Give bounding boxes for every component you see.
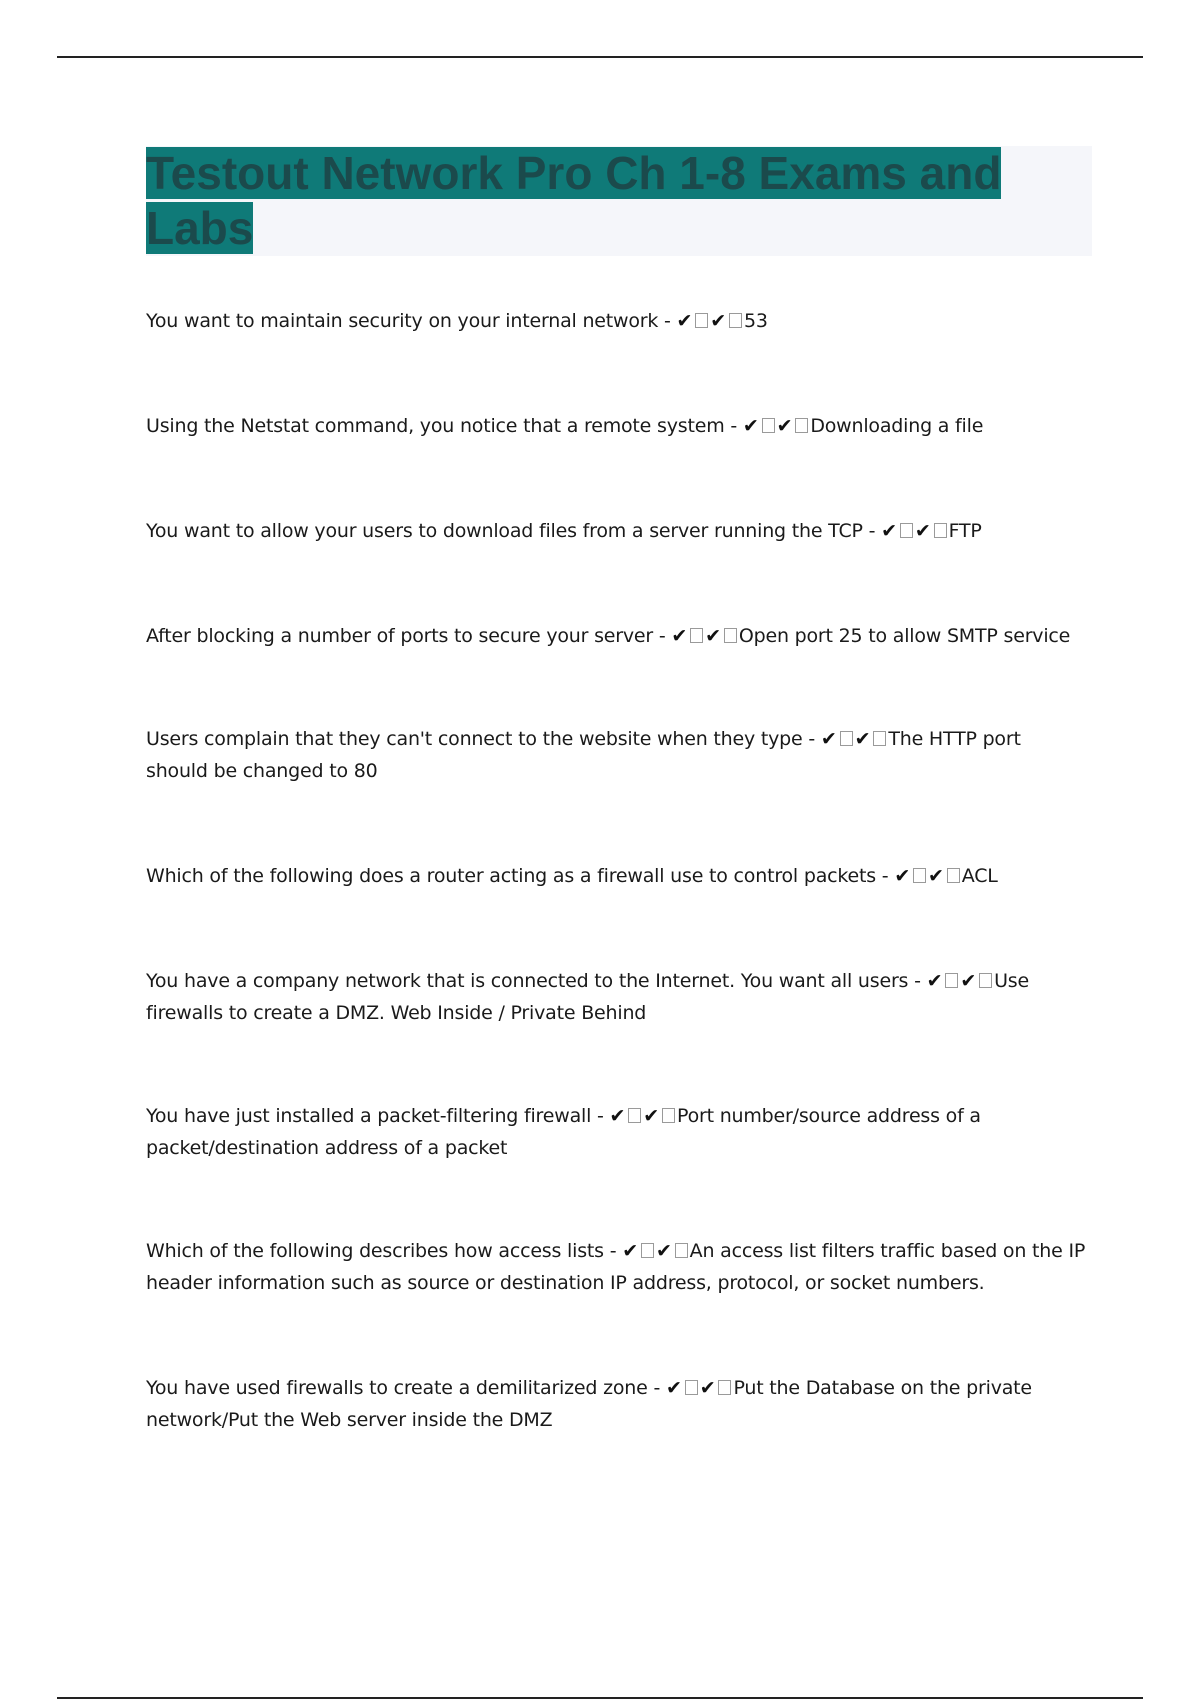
answer-text: ACL xyxy=(961,865,998,887)
check-icon: ✔ xyxy=(881,520,897,542)
box-icon xyxy=(718,1380,731,1395)
check-icon: ✔ xyxy=(655,1240,672,1262)
box-icon xyxy=(662,1108,675,1123)
qa-item xyxy=(146,723,1086,787)
answer-text: Use firewalls to create a DMZ. Web Inside / Private Behind xyxy=(146,970,1029,1024)
check-icon: ✔ xyxy=(960,970,977,992)
check-marks xyxy=(821,728,888,750)
box-icon xyxy=(628,1108,641,1123)
check-icon: ✔ xyxy=(609,1105,626,1127)
check-icon: ✔ xyxy=(676,310,693,332)
box-icon xyxy=(695,313,708,328)
check-icon: ✔ xyxy=(643,1105,659,1127)
check-icon: ✔ xyxy=(854,728,871,750)
box-icon xyxy=(900,523,913,538)
answer-text: Port number/source address of a packet/destination address of a packet xyxy=(146,1105,981,1159)
answer-text: An access list filters traffic based on the IP header information such as source or destination IP address, protocol, or socket numbers. xyxy=(146,1240,1086,1294)
answer-text: Open port 25 to allow SMTP service xyxy=(738,625,1071,647)
check-marks xyxy=(677,310,744,332)
question-text: You have just installed a packet-filtering firewall - xyxy=(146,1105,610,1127)
box-icon xyxy=(979,973,992,988)
box-icon xyxy=(729,313,742,328)
check-marks xyxy=(894,865,961,887)
qa-item xyxy=(146,620,1086,652)
check-icon: ✔ xyxy=(665,1377,682,1399)
qa-item xyxy=(146,1235,1086,1299)
box-icon xyxy=(690,628,703,643)
check-icon: ✔ xyxy=(820,728,837,750)
check-marks xyxy=(671,625,738,647)
box-icon xyxy=(685,1380,698,1395)
check-icon: ✔ xyxy=(671,625,688,647)
title-block xyxy=(146,146,1092,256)
box-icon xyxy=(762,418,775,433)
qa-item xyxy=(146,1372,1086,1436)
answer-text: Downloading a file xyxy=(810,415,984,437)
qa-item xyxy=(146,305,1086,337)
bottom-rule xyxy=(57,1697,1143,1699)
box-icon xyxy=(641,1243,654,1258)
check-icon: ✔ xyxy=(699,1377,716,1399)
box-icon xyxy=(947,868,960,883)
check-icon: ✔ xyxy=(894,865,911,887)
qa-item xyxy=(146,410,1086,442)
document-title xyxy=(146,146,1046,256)
check-icon: ✔ xyxy=(622,1240,638,1262)
box-icon xyxy=(675,1243,688,1258)
qa-item xyxy=(146,1100,1086,1164)
check-icon: ✔ xyxy=(710,310,727,332)
question-text: You want to allow your users to download files from a server running the TCP - xyxy=(146,520,882,542)
question-text: After blocking a number of ports to secure your server - xyxy=(146,625,672,647)
box-icon xyxy=(913,868,926,883)
check-icon: ✔ xyxy=(742,415,759,437)
top-rule xyxy=(57,56,1143,58)
check-marks xyxy=(610,1105,677,1127)
question-text: You have a company network that is connected to the Internet. You want all users - xyxy=(146,970,927,992)
box-icon xyxy=(945,973,958,988)
check-icon: ✔ xyxy=(776,415,793,437)
question-text: Which of the following does a router acting as a firewall use to control packets - xyxy=(146,865,895,887)
document-title-text: Testout Network Pro Ch 1-8 Exams and Labs xyxy=(146,147,1002,254)
question-text: Users complain that they can't connect to the website when they type - xyxy=(146,728,821,750)
check-icon: ✔ xyxy=(928,865,944,887)
check-icon: ✔ xyxy=(705,625,721,647)
check-marks xyxy=(881,520,948,542)
question-text: You want to maintain security on your internal network - xyxy=(146,310,677,332)
box-icon xyxy=(934,523,947,538)
qa-item xyxy=(146,515,1086,547)
qa-item xyxy=(146,860,1086,892)
box-icon xyxy=(724,628,737,643)
answer-text: Put the Database on the private network/Put the Web server inside the DMZ xyxy=(146,1377,1032,1431)
question-text: Which of the following describes how access lists - xyxy=(146,1240,623,1262)
check-marks xyxy=(666,1377,733,1399)
check-marks xyxy=(743,415,810,437)
box-icon xyxy=(795,418,808,433)
question-text: You have used firewalls to create a demilitarized zone - xyxy=(146,1377,666,1399)
question-text: Using the Netstat command, you notice that a remote system - xyxy=(146,415,743,437)
answer-text: The HTTP port should be changed to 80 xyxy=(146,728,1021,782)
box-icon xyxy=(840,731,853,746)
answer-text: FTP xyxy=(948,520,982,542)
answer-text: 53 xyxy=(744,310,768,332)
qa-item xyxy=(146,965,1086,1029)
check-icon: ✔ xyxy=(914,520,931,542)
check-marks xyxy=(622,1240,689,1262)
box-icon xyxy=(873,731,886,746)
check-marks xyxy=(927,970,994,992)
check-icon: ✔ xyxy=(926,970,943,992)
